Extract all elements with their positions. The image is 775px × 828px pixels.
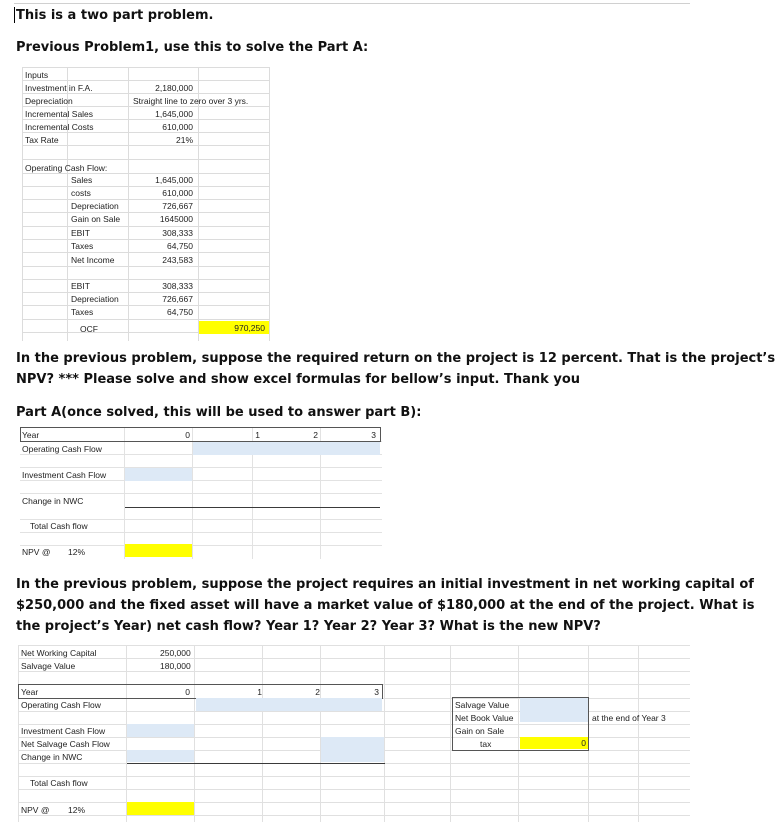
ocf-label: costs [71, 188, 91, 198]
partB-npv-cell[interactable] [127, 802, 194, 815]
question2-line-2: $250,000 and the fixed asset will have a market value of $180,000 at the end of the project. What is [16, 598, 755, 613]
partA-row-label: Total Cash flow [30, 521, 88, 531]
ocf-total-value: 970,250 [234, 323, 265, 333]
partB-ocf-input-cells[interactable] [196, 698, 382, 711]
side-gain-label: Gain on Sale [455, 726, 505, 736]
ocf-heading: Operating Cash Flow: [25, 163, 108, 173]
side-tax-value: 0 [581, 738, 586, 748]
partB-nwc-value: 250,000 [160, 648, 191, 658]
partB-row-label: Operating Cash Flow [21, 700, 101, 710]
ocf-label: Taxes [71, 307, 94, 317]
intro-line-1: This is a two part problem. [16, 8, 214, 23]
ocf-value: 726,667 [162, 294, 193, 304]
question1-line-2: NPV? *** Please solve and show excel formulas for bellow’s input. Thank you [16, 372, 581, 387]
ocf-label: Gain on Sale [71, 214, 121, 224]
side-note: at the end of Year 3 [592, 713, 666, 723]
partA-year-1: 1 [255, 430, 260, 440]
ocf-value: 1645000 [159, 214, 193, 224]
partB-row-label: Change in NWC [21, 752, 83, 762]
ocf-total-label: OCF [80, 324, 98, 334]
partB-year-2: 2 [315, 687, 320, 697]
ocf-value: 726,667 [162, 201, 193, 211]
partB-npv-label: NPV @ [21, 805, 50, 815]
input-label: Incremental Sales [25, 109, 94, 119]
ocf-value: 308,333 [162, 228, 193, 238]
partB-row-label: Investment Cash Flow [21, 726, 106, 736]
partB-npv-rate: 12% [68, 805, 86, 815]
partA-row-label: Operating Cash Flow [22, 444, 102, 454]
partA-row-label: Change in NWC [22, 496, 84, 506]
partA-row-label: Investment Cash Flow [22, 470, 107, 480]
partA-total-border [125, 507, 380, 508]
question2-line-3: the project’s Year) net cash flow? Year 1? Year 2? Year 3? What is the new NPV? [16, 619, 601, 634]
ocf-value: 610,000 [162, 188, 193, 198]
partA-npv-rate: 12% [68, 547, 86, 557]
page-top-border [14, 3, 690, 4]
partB-year-3: 3 [374, 687, 379, 697]
partA-year-label: Year [22, 430, 40, 440]
partA-investment-input-cell[interactable] [125, 468, 192, 481]
side-nbv-label: Net Book Value [455, 713, 514, 723]
ocf-label: EBIT [71, 228, 90, 238]
ocf-label: Depreciation [71, 201, 119, 211]
ocf-value: 308,333 [162, 281, 193, 291]
input-value: 610,000 [162, 122, 193, 132]
partB-year-label: Year [21, 687, 39, 697]
ocf-value: 64,750 [167, 241, 193, 251]
partB-year-0: 0 [185, 687, 190, 697]
ocf-label: EBIT [71, 281, 90, 291]
partB-nwc-label: Net Working Capital [21, 648, 97, 658]
intro-line-2: Previous Problem1, use this to solve the Part A: [16, 40, 369, 55]
partB-row-label: Net Salvage Cash Flow [21, 739, 110, 749]
partB-salvage-input-cell[interactable] [321, 737, 384, 762]
ocf-value: 1,645,000 [155, 175, 193, 185]
partA-year-0: 0 [185, 430, 190, 440]
partB-row-label: Total Cash flow [30, 778, 88, 788]
partA-year-3: 3 [371, 430, 376, 440]
ocf-label: Net Income [71, 255, 115, 265]
partB-nwc-input-cell[interactable] [127, 750, 194, 762]
side-salvage-label: Salvage Value [455, 700, 510, 710]
input-value: 21% [175, 135, 193, 145]
question2-line-1: In the previous problem, suppose the project requires an initial investment in net working capital of [16, 577, 754, 592]
partB-year-1: 1 [257, 687, 262, 697]
partA-npv-label: NPV @ [22, 547, 51, 557]
ocf-label: Sales [71, 175, 93, 185]
ocf-value: 64,750 [167, 307, 193, 317]
side-input-cells[interactable] [520, 698, 588, 722]
partB-investment-input-cell[interactable] [127, 724, 194, 737]
input-label: Incremental Costs [25, 122, 94, 132]
input-value: 1,645,000 [155, 109, 193, 119]
input-label: Tax Rate [25, 135, 59, 145]
partA-year-2: 2 [313, 430, 318, 440]
side-tax-label: tax [480, 739, 492, 749]
partB-salvage-value: 180,000 [160, 661, 191, 671]
question1-line-1: In the previous problem, suppose the required return on the project is 12 percent. That is the project’s [16, 351, 775, 366]
input-label: Investment in F.A. [25, 83, 93, 93]
partB-grid [18, 645, 690, 822]
input-value: 2,180,000 [155, 83, 193, 93]
partB-salvage-label: Salvage Value [21, 661, 76, 671]
input-label: Depreciation [25, 96, 73, 106]
partA-ocf-input-cells[interactable] [193, 442, 380, 455]
ocf-value: 243,583 [162, 255, 193, 265]
inputs-heading: Inputs [25, 70, 49, 80]
input-value: Straight line to zero over 3 yrs. [133, 96, 249, 106]
partB-total-border [127, 763, 385, 764]
partA-heading: Part A(once solved, this will be used to answer part B): [16, 405, 422, 420]
partA-npv-cell[interactable] [125, 544, 192, 557]
ocf-label: Taxes [71, 241, 94, 251]
ocf-label: Depreciation [71, 294, 119, 304]
text-cursor [14, 7, 15, 23]
